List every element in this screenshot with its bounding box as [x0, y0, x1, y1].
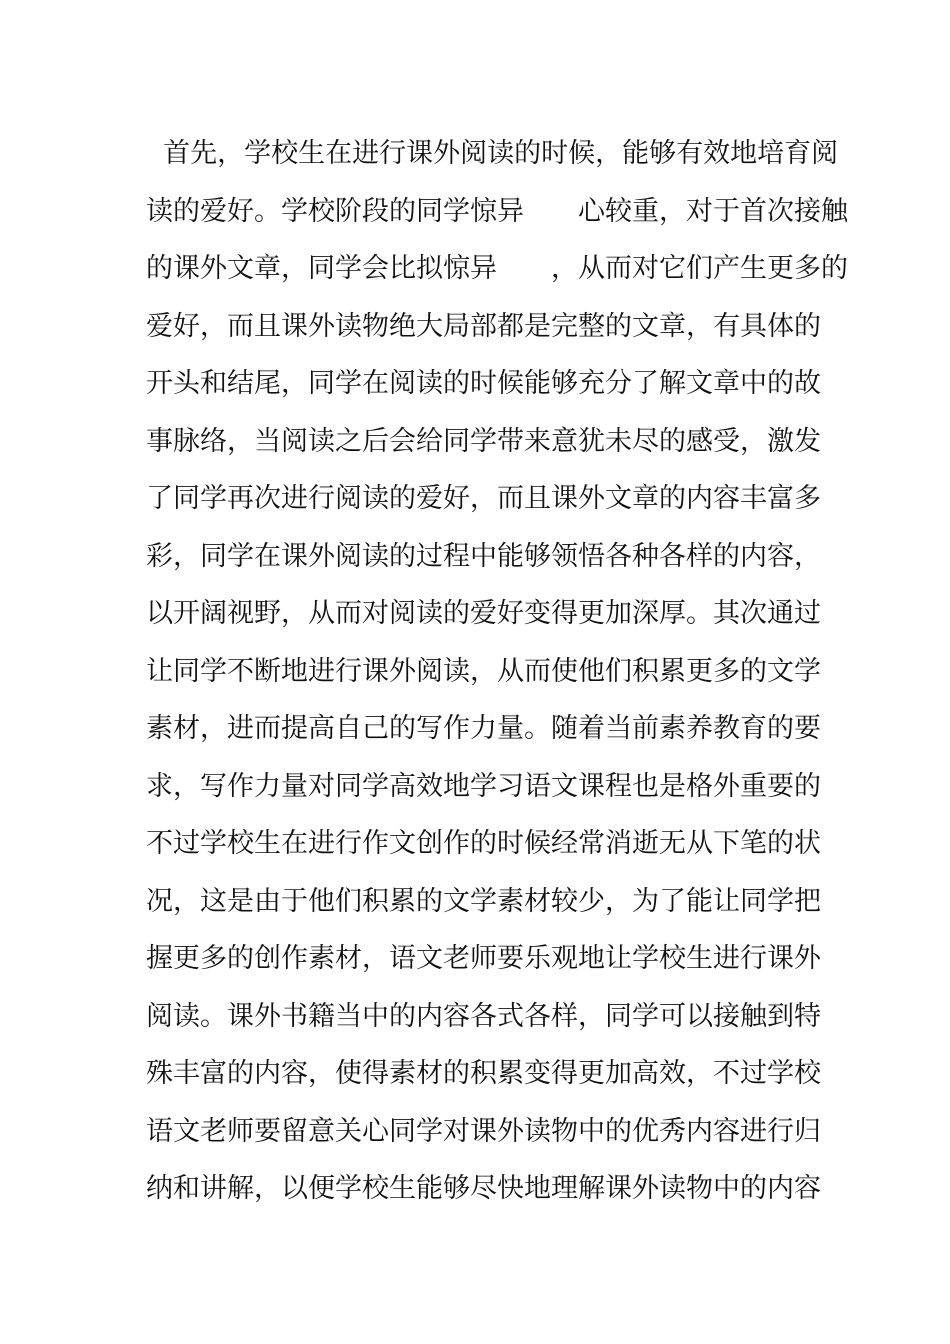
paragraph-line: 爱好，而且课外读物绝大局部都是完整的文章，有具体的: [146, 310, 821, 342]
paragraph-line: 彩，同学在课外阅读的过程中能够领悟各种各样的内容，: [146, 540, 821, 572]
paragraph-line: 语文老师要留意关心同学对课外读物中的优秀内容进行归: [146, 1115, 821, 1147]
paragraph-line: 握更多的创作素材，语文老师要乐观地让学校生进行课外: [146, 943, 821, 974]
paragraph-line: 况，这是由于他们积累的文学素材较少，为了能让同学把: [146, 885, 821, 917]
paragraph-line: 不过学校生在进行作文创作的时候经常消逝无从下笔的状: [146, 828, 821, 859]
paragraph-line: 读的爱好。学校阶段的同学惊异 心较重，对于首次接触: [146, 195, 848, 227]
paragraph-line: 殊丰富的内容，使得素材的积累变得更加高效，不过学校: [146, 1058, 821, 1089]
paragraph-line: 的课外文章，同学会比拟惊异 ，从而对它们产生更多的: [146, 253, 848, 284]
paragraph-line: 求，写作力量对同学高效地学习语文课程也是格外重要的: [146, 770, 821, 802]
paragraph-line: 了同学再次进行阅读的爱好，而且课外文章的内容丰富多: [146, 483, 821, 514]
paragraph-line: 让同学不断地进行课外阅读，从而使他们积累更多的文学: [146, 655, 821, 687]
paragraph-line: 开头和结尾，同学在阅读的时候能够充分了解文章中的故: [146, 368, 821, 399]
paragraph-line: 纳和讲解，以便学校生能够尽快地理解课外读物中的内容: [146, 1173, 821, 1204]
paragraph-line: 以开阔视野，从而对阅读的爱好变得更加深厚。其次通过: [146, 598, 821, 629]
body-paragraph: [146, 128, 848, 1221]
paragraph-line: 阅读。课外书籍当中的内容各式各样，同学可以接触到特: [146, 1000, 821, 1032]
paragraph-line: 事脉络，当阅读之后会给同学带来意犹未尽的感受，激发: [146, 425, 821, 457]
paragraph-line: 素材，进而提高自己的写作力量。随着当前素养教育的要: [146, 713, 821, 744]
paragraph-line: 首先，学校生在进行课外阅读的时候，能够有效地培育阅: [146, 138, 839, 169]
